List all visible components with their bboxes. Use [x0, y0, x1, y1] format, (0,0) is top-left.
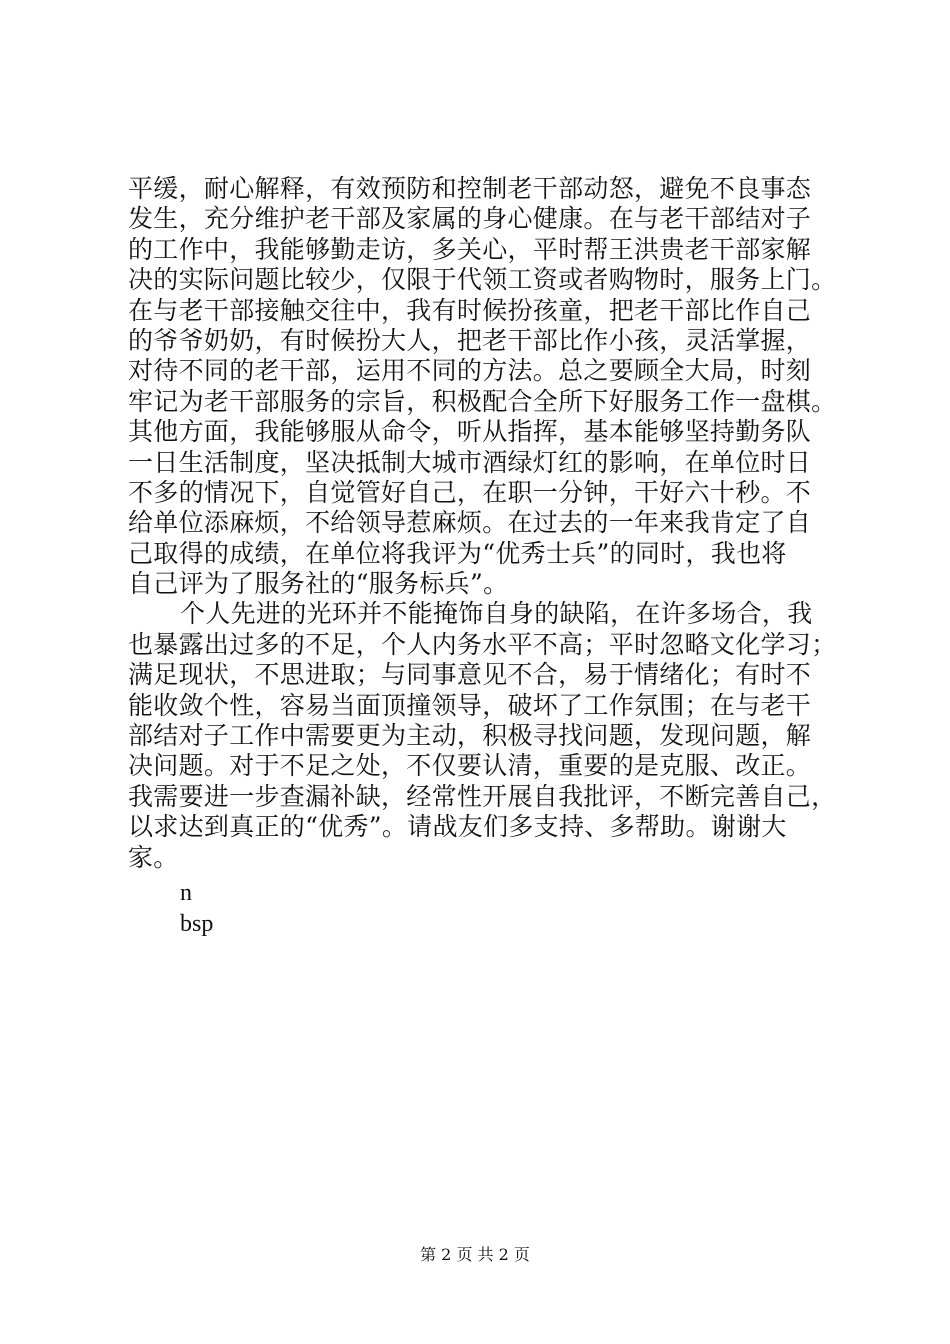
paragraph-line: 不多的情况下，自觉管好自己，在职一分钟，干好六十秒。不 [128, 477, 812, 507]
body-text [128, 174, 868, 873]
page-number: 第 2 页 共 2 页 [420, 1245, 530, 1264]
paragraph-line: 其他方面，我能够服从命令，听从指挥，基本能够坚持勤务队 [128, 417, 812, 447]
paragraph-line: 在与老干部接触交往中，我有时候扮孩童，把老干部比作自己 [128, 295, 812, 325]
paragraph-line: 一日生活制度，坚决抵制大城市酒绿灯红的影响，在单位时日 [128, 447, 812, 477]
paragraph-line: 发生，充分维护老干部及家属的身心健康。在与老干部结对子 [128, 204, 812, 234]
paragraph-line: 满足现状，不思进取；与同事意见不合，易于情绪化；有时不 [128, 660, 812, 690]
paragraph-line: 决的实际问题比较少，仅限于代领工资或者购物时，服务上门。 [128, 265, 837, 295]
paragraph-line: 能收敛个性，容易当面顶撞领导，破坏了工作氛围；在与老干 [128, 690, 812, 720]
paragraph-line: 决问题。对于不足之处，不仅要认清，重要的是克服、改正。 [128, 751, 812, 781]
paragraph-line: 牢记为老干部服务的宗旨，积极配合全所下好服务工作一盘棋。 [128, 386, 837, 416]
paragraph-line: 的爷爷奶奶，有时候扮大人，把老干部比作小孩，灵活掌握， [128, 325, 812, 355]
paragraph-line: 以求达到真正的“优秀”。请战友们多支持、多帮助。谢谢大 [128, 812, 787, 842]
paragraph-line: 给单位添麻烦，不给领导惹麻烦。在过去的一年来我肯定了自 [128, 508, 812, 538]
paragraph-line: 的工作中，我能够勤走访，多关心，平时帮王洪贵老干部家解 [128, 234, 812, 264]
paragraph-line: 平缓，耐心解释，有效预防和控制老干部动怒，避免不良事态 [128, 174, 812, 203]
paragraph-line: 也暴露出过多的不足，个人内务水平不高；平时忽略文化学习； [128, 629, 837, 659]
stray-text-fragment: n [180, 880, 192, 906]
paragraph-line: 己取得的成绩，在单位将我评为“优秀士兵”的同时，我也将 [128, 538, 787, 568]
page-footer [0, 1245, 950, 1265]
paragraph-line: 我需要进一步查漏补缺，经常性开展自我批评，不断完善自己， [128, 781, 837, 811]
paragraph-line: 家。 [128, 842, 179, 872]
paragraph-line: 对待不同的老干部，运用不同的方法。总之要顾全大局，时刻 [128, 356, 812, 386]
paragraph-2 [128, 599, 868, 873]
paragraph-line: 部结对子工作中需要更为主动，积极寻找问题，发现问题，解 [128, 721, 812, 751]
stray-text-fragment: bsp [180, 911, 214, 937]
paragraph-1 [128, 174, 868, 599]
paragraph-line: 自己评为了服务社的“服务标兵”。 [128, 569, 509, 599]
paragraph-line: 个人先进的光环并不能掩饰自身的缺陷，在许多场合，我 [180, 599, 813, 629]
